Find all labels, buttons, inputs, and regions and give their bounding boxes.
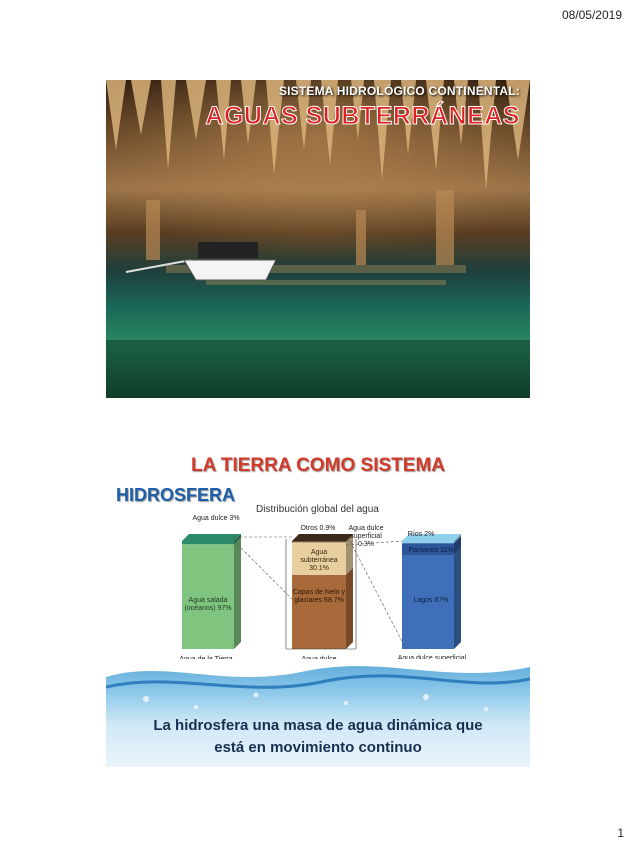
slide-2 — [106, 449, 530, 767]
label-lagos: Lagos 87% — [413, 597, 449, 604]
connector-line-1 — [234, 541, 292, 599]
chart-title: Distribución global del agua — [256, 504, 379, 515]
bar-2-side-1 — [346, 568, 353, 649]
caption-line-2: está en movimiento continuo — [214, 739, 422, 756]
slide-2-subheading: HIDROSFERA — [116, 485, 236, 505]
bar-2-segment-1 — [292, 575, 346, 649]
label-agua-dulce-superficial: Agua dulce superficial 0.3% — [348, 525, 384, 548]
slide-1-title-line2: AGUAS SUBTERRÁNEAS — [205, 102, 520, 130]
slide-2-heading: LA TIERRA COMO SISTEMA — [190, 455, 446, 476]
label-agua-dulce-3: Agua dulce 3% — [192, 515, 240, 522]
label-capas-hielo: Capas de hielo y glaciares 68.7% — [292, 589, 346, 604]
bar-3-segment-3 — [402, 541, 454, 543]
slide-1-title-line1: SISTEMA HIDROLÓGICO CONTINENTAL: — [278, 84, 520, 98]
slide-1 — [106, 80, 530, 398]
label-rios: Ríos 2% — [407, 531, 435, 538]
label-otros: Otros 0.9% — [300, 525, 336, 532]
bar-2-segment-3 — [292, 541, 346, 542]
slide-2-caption — [106, 715, 530, 759]
caption-line-1: La hidrosfera una masa de agua dinámica que — [153, 717, 483, 734]
bar-1-segment-2 — [182, 541, 234, 544]
connector-line-4 — [350, 541, 406, 649]
label-agua-salada: Agua salada (océanos) 97% — [184, 597, 232, 612]
label-agua-subterranea: Agua subterránea 30.1% — [300, 549, 338, 572]
bar-3-side-1 — [454, 548, 461, 649]
label-pantanos: Pantanos 11% — [408, 547, 454, 554]
document-date: 08/05/2019 — [561, 8, 622, 22]
bar-1-side-1 — [234, 537, 241, 649]
page-number: 1 — [617, 826, 624, 840]
bar-1-top — [182, 534, 241, 541]
